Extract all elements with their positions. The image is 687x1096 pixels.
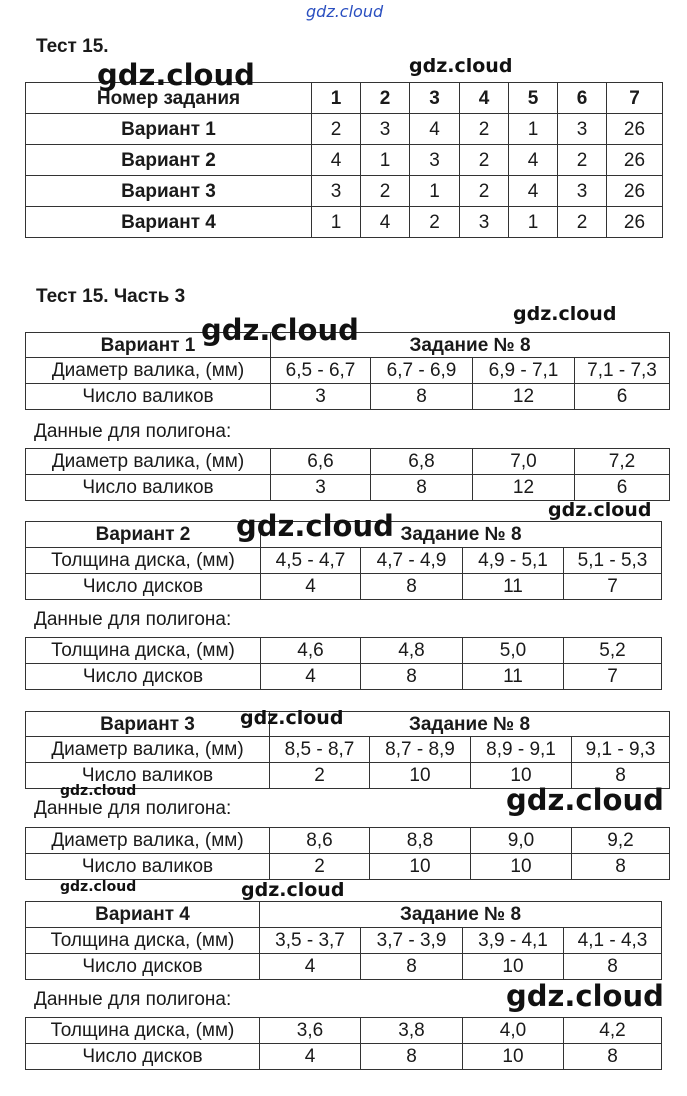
- count-cell: 12: [473, 384, 575, 410]
- answer-cell: 3: [410, 145, 460, 176]
- count-cell: 8: [361, 954, 463, 980]
- count-cell: 6: [575, 475, 670, 501]
- part3-heading: Тест 15. Часть 3: [36, 286, 186, 307]
- answer-cell: 26: [607, 145, 663, 176]
- table-row: [26, 928, 662, 954]
- variant-title: Вариант 1: [26, 333, 271, 358]
- row-label: Диаметр валика, (мм): [26, 449, 271, 475]
- midpoint-cell: 7,0: [473, 449, 575, 475]
- row-label: Толщина диска, (мм): [26, 928, 260, 954]
- midpoint-cell: 8,8: [370, 828, 471, 854]
- column-header: 1: [312, 83, 361, 114]
- interval-cell: 4,9 - 5,1: [463, 548, 564, 574]
- table-row: [26, 574, 662, 600]
- count-cell: 8: [564, 954, 662, 980]
- count-cell: 8: [371, 475, 473, 501]
- polygon-note: Данные для полигона:: [34, 609, 232, 630]
- answer-cell: 1: [312, 207, 361, 238]
- interval-cell: 9,1 - 9,3: [572, 737, 670, 763]
- count-cell: 4: [261, 574, 361, 600]
- count-cell: 8: [361, 1044, 463, 1070]
- count-cell: 8: [572, 763, 670, 789]
- answer-cell: 26: [607, 114, 663, 145]
- table-row: [26, 954, 662, 980]
- table-row: [26, 207, 663, 238]
- midpoint-cell: 6,8: [371, 449, 473, 475]
- interval-cell: 5,1 - 5,3: [564, 548, 662, 574]
- variant-label: Вариант 3: [26, 176, 312, 207]
- row-label: Число валиков: [26, 384, 271, 410]
- midpoint-cell: 5,2: [564, 638, 662, 664]
- interval-cell: 8,7 - 8,9: [370, 737, 471, 763]
- answer-cell: 3: [558, 114, 607, 145]
- midpoint-cell: 7,2: [575, 449, 670, 475]
- watermark-text: gdz.cloud: [506, 979, 664, 1013]
- interval-cell: 6,5 - 6,7: [271, 358, 371, 384]
- test15-answers-table: [25, 82, 663, 238]
- midpoint-cell: 9,0: [471, 828, 572, 854]
- count-cell: 3: [271, 384, 371, 410]
- answer-cell: 2: [312, 114, 361, 145]
- midpoint-cell: 4,6: [261, 638, 361, 664]
- midpoint-cell: 8,6: [270, 828, 370, 854]
- midpoint-cell: 9,2: [572, 828, 670, 854]
- answer-cell: 4: [361, 207, 410, 238]
- count-cell: 10: [370, 763, 471, 789]
- variant3-polygon-table: [25, 827, 670, 880]
- column-header: 4: [460, 83, 509, 114]
- column-header: 6: [558, 83, 607, 114]
- count-cell: 2: [270, 763, 370, 789]
- watermark-text: gdz.cloud: [236, 509, 394, 543]
- answer-cell: 1: [509, 114, 558, 145]
- column-header: 7: [607, 83, 663, 114]
- row-label: Толщина диска, (мм): [26, 1018, 260, 1044]
- count-cell: 12: [473, 475, 575, 501]
- row-label: Толщина диска, (мм): [26, 638, 261, 664]
- table-row: [26, 176, 663, 207]
- row-label: Число дисков: [26, 664, 261, 690]
- task-title: Задание № 8: [261, 522, 662, 548]
- midpoint-cell: 4,2: [564, 1018, 662, 1044]
- table-row: [26, 475, 670, 501]
- variant-title: Вариант 3: [26, 712, 270, 737]
- watermark-text: gdz.cloud: [60, 783, 137, 799]
- count-cell: 8: [564, 1044, 662, 1070]
- answer-cell: 3: [361, 114, 410, 145]
- answer-cell: 1: [410, 176, 460, 207]
- answer-cell: 2: [410, 207, 460, 238]
- variant-title: Вариант 4: [26, 902, 260, 928]
- row-label: Толщина диска, (мм): [26, 548, 261, 574]
- task-title: Задание № 8: [270, 712, 670, 737]
- test15-heading: Тест 15.: [36, 36, 109, 57]
- count-cell: 7: [564, 574, 662, 600]
- interval-cell: 3,9 - 4,1: [463, 928, 564, 954]
- answer-cell: 3: [558, 176, 607, 207]
- count-cell: 4: [261, 664, 361, 690]
- task-title: Задание № 8: [271, 333, 670, 358]
- task-title: Задание № 8: [260, 902, 662, 928]
- row-label: Диаметр валика, (мм): [26, 828, 270, 854]
- watermark-text: gdz.cloud: [60, 879, 137, 895]
- answer-cell: 1: [361, 145, 410, 176]
- count-cell: 8: [371, 384, 473, 410]
- midpoint-cell: 3,6: [260, 1018, 361, 1044]
- count-cell: 6: [575, 384, 670, 410]
- answer-cell: 26: [607, 176, 663, 207]
- watermark-text: gdz.cloud: [201, 313, 359, 347]
- count-cell: 8: [361, 574, 463, 600]
- table-row: [26, 1018, 662, 1044]
- answer-cell: 2: [460, 114, 509, 145]
- interval-cell: 3,5 - 3,7: [260, 928, 361, 954]
- count-cell: 11: [463, 664, 564, 690]
- interval-cell: 6,7 - 6,9: [371, 358, 473, 384]
- table-row: [26, 1044, 662, 1070]
- watermark-text: gdz.cloud: [548, 499, 652, 521]
- table-row: [26, 358, 670, 384]
- variant-label: Вариант 4: [26, 207, 312, 238]
- interval-cell: 8,5 - 8,7: [270, 737, 370, 763]
- row-label: Число дисков: [26, 574, 261, 600]
- midpoint-cell: 3,8: [361, 1018, 463, 1044]
- midpoint-cell: 5,0: [463, 638, 564, 664]
- count-cell: 2: [270, 854, 370, 880]
- table-row: [26, 664, 662, 690]
- answer-cell: 2: [460, 145, 509, 176]
- count-cell: 8: [361, 664, 463, 690]
- answer-cell: 4: [509, 145, 558, 176]
- watermark-text: gdz.cloud: [513, 303, 617, 325]
- interval-cell: 4,1 - 4,3: [564, 928, 662, 954]
- table-row: [26, 828, 670, 854]
- count-cell: 4: [260, 954, 361, 980]
- row-label: Число дисков: [26, 954, 260, 980]
- midpoint-cell: 4,0: [463, 1018, 564, 1044]
- count-cell: 10: [471, 854, 572, 880]
- answer-cell: 26: [607, 207, 663, 238]
- column-header: 5: [509, 83, 558, 114]
- table-row: [26, 548, 662, 574]
- watermark-text: gdz.cloud: [409, 55, 513, 77]
- table-row: [26, 854, 670, 880]
- variant1-polygon-table: [25, 448, 670, 501]
- variant4-interval-table: [25, 901, 662, 980]
- midpoint-cell: 4,8: [361, 638, 463, 664]
- variant-label: Вариант 2: [26, 145, 312, 176]
- answer-cell: 1: [509, 207, 558, 238]
- watermark-text: gdz.cloud: [240, 707, 344, 729]
- variant-title: Вариант 2: [26, 522, 261, 548]
- interval-cell: 3,7 - 3,9: [361, 928, 463, 954]
- answer-cell: 2: [558, 145, 607, 176]
- table-row: [26, 449, 670, 475]
- column-header: 3: [410, 83, 460, 114]
- watermark-text: gdz.cloud: [306, 2, 384, 21]
- row-label: Диаметр валика, (мм): [26, 358, 271, 384]
- count-cell: 11: [463, 574, 564, 600]
- answer-cell: 2: [361, 176, 410, 207]
- count-cell: 10: [471, 763, 572, 789]
- table-row: [26, 145, 663, 176]
- count-cell: 4: [260, 1044, 361, 1070]
- table-row: [26, 737, 670, 763]
- answer-cell: 4: [312, 145, 361, 176]
- row-label: Число валиков: [26, 763, 270, 789]
- row-label: Число валиков: [26, 854, 270, 880]
- row-label: Число валиков: [26, 475, 271, 501]
- row-label: Число дисков: [26, 1044, 260, 1070]
- watermark-text: gdz.cloud: [506, 783, 664, 817]
- count-cell: 7: [564, 664, 662, 690]
- interval-cell: 7,1 - 7,3: [575, 358, 670, 384]
- polygon-note: Данные для полигона:: [34, 798, 232, 819]
- variant2-polygon-table: [25, 637, 662, 690]
- count-cell: 3: [271, 475, 371, 501]
- table-row: [26, 638, 662, 664]
- variant4-polygon-table: [25, 1017, 662, 1070]
- answer-cell: 3: [460, 207, 509, 238]
- midpoint-cell: 6,6: [271, 449, 371, 475]
- variant-label: Вариант 1: [26, 114, 312, 145]
- interval-cell: 4,5 - 4,7: [261, 548, 361, 574]
- answer-cell: 3: [312, 176, 361, 207]
- row-label: Диаметр валика, (мм): [26, 737, 270, 763]
- task-number-header: Номер задания: [26, 83, 312, 114]
- table-row: [26, 114, 663, 145]
- watermark-text: gdz.cloud: [97, 58, 255, 92]
- variant3-interval-table: [25, 711, 670, 789]
- count-cell: 8: [572, 854, 670, 880]
- count-cell: 10: [463, 1044, 564, 1070]
- interval-cell: 8,9 - 9,1: [471, 737, 572, 763]
- count-cell: 10: [463, 954, 564, 980]
- column-header: 2: [361, 83, 410, 114]
- count-cell: 10: [370, 854, 471, 880]
- answer-cell: 2: [460, 176, 509, 207]
- interval-cell: 6,9 - 7,1: [473, 358, 575, 384]
- table-row: [26, 384, 670, 410]
- polygon-note: Данные для полигона:: [34, 421, 232, 442]
- interval-cell: 4,7 - 4,9: [361, 548, 463, 574]
- watermark-text: gdz.cloud: [241, 879, 345, 901]
- answer-cell: 4: [509, 176, 558, 207]
- answer-cell: 2: [558, 207, 607, 238]
- polygon-note: Данные для полигона:: [34, 989, 232, 1010]
- answer-cell: 4: [410, 114, 460, 145]
